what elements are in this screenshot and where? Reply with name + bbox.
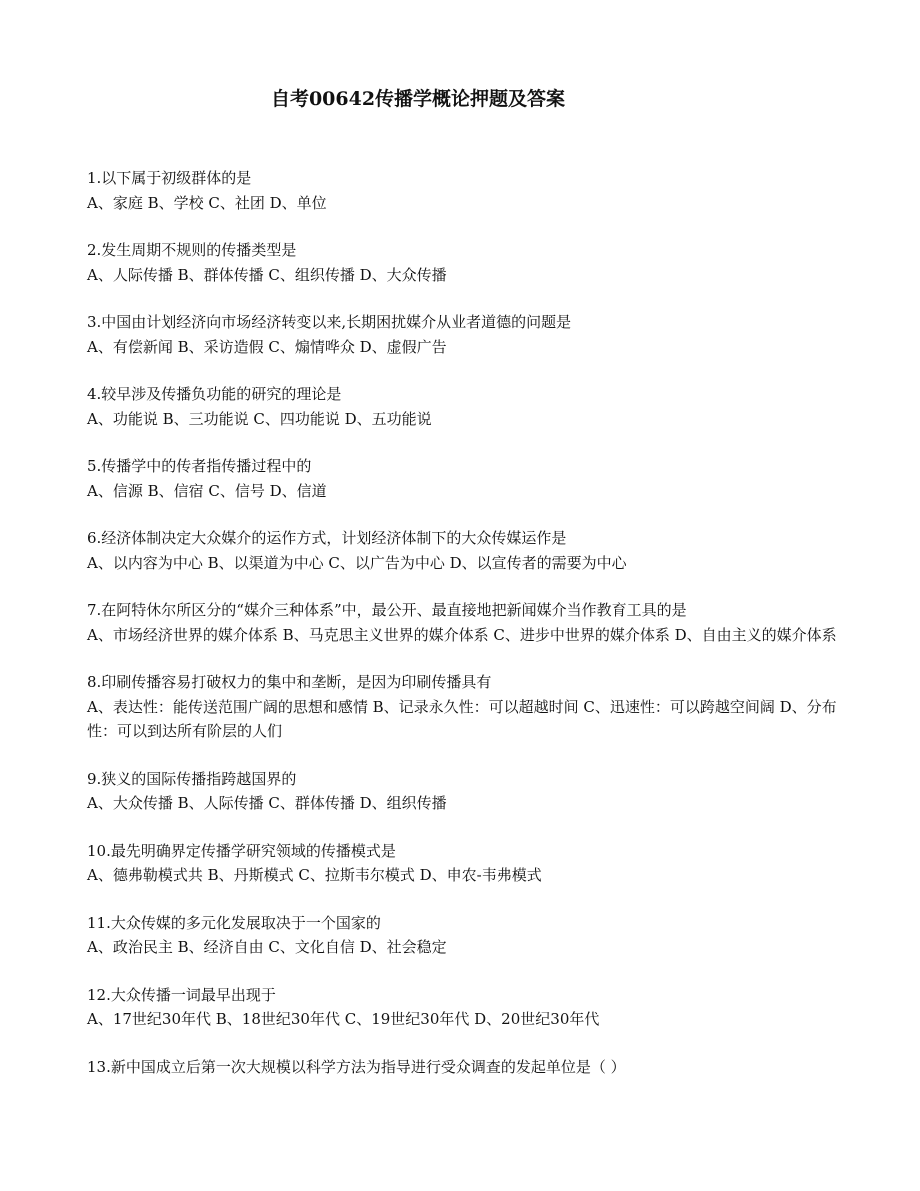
question-item bbox=[87, 382, 837, 431]
question-options: A、17世纪30年代 B、18世纪30年代 C、19世纪30年代 D、20世纪30年代 bbox=[87, 1010, 600, 1028]
question-options: A、市场经济世界的媒介体系 B、马克思主义世界的媒介体系 C、进步中世界的媒介体系 D、自由主义的媒介体系 bbox=[87, 625, 837, 644]
question-text: 2.发生周期不规则的传播类型是 bbox=[87, 241, 297, 259]
question-item bbox=[87, 526, 837, 575]
question-item bbox=[87, 166, 837, 215]
document-title: 自考00642传播学概论押题及答案 bbox=[270, 88, 566, 110]
question-options: A、德弗勒模式共 B、丹斯模式 C、拉斯韦尔模式 D、申农-韦弗模式 bbox=[87, 866, 542, 884]
question-item bbox=[87, 911, 837, 960]
question-text: 6.经济体制决定大众媒介的运作方式，计划经济体制下的大众传媒运作是 bbox=[87, 529, 567, 547]
question-text: 1.以下属于初级群体的是 bbox=[87, 169, 252, 187]
question-options: A、信源 B、信宿 C、信号 D、信道 bbox=[87, 481, 327, 500]
question-text: 8.印刷传播容易打破权力的集中和垄断，是因为印刷传播具有 bbox=[87, 673, 492, 691]
question-item bbox=[87, 598, 837, 647]
question-text: 10.最先明确界定传播学研究领域的传播模式是 bbox=[87, 841, 396, 860]
question-text: 11.大众传媒的多元化发展取决于一个国家的 bbox=[87, 913, 381, 932]
question-item bbox=[87, 767, 837, 816]
question-item bbox=[87, 670, 837, 744]
question-options: A、以内容为中心 B、以渠道为中心 C、以广告为中心 D、以宣传者的需要为中心 bbox=[87, 553, 627, 572]
question-item bbox=[87, 454, 837, 503]
question-options: A、家庭 B、学校 C、社团 D、单位 bbox=[87, 193, 327, 212]
question-options: A、大众传播 B、人际传播 C、群体传播 D、组织传播 bbox=[87, 794, 447, 812]
question-options: A、人际传播 B、群体传播 C、组织传播 D、大众传播 bbox=[87, 265, 447, 284]
question-text: 13.新中国成立后第一次大规模以科学方法为指导进行受众调查的发起单位是（ ） bbox=[87, 1057, 626, 1076]
question-item bbox=[87, 1055, 837, 1080]
question-options: A、功能说 B、三功能说 C、四功能说 D、五功能说 bbox=[87, 409, 432, 428]
question-text: 4.较早涉及传播负功能的研究的理论是 bbox=[87, 385, 342, 403]
question-item bbox=[87, 238, 837, 287]
question-item bbox=[87, 310, 837, 359]
question-text: 12.大众传播一词最早出现于 bbox=[87, 985, 276, 1004]
question-options: A、表达性：能传送范围广阔的思想和感情 B、记录永久性：可以超越时间 C、迅速性：可以跨越空间阔 D、分布性：可以到达所有阶层的人们 bbox=[87, 697, 837, 740]
question-list bbox=[87, 166, 837, 1102]
question-text: 9.狭义的国际传播指跨越国界的 bbox=[87, 769, 297, 788]
question-options: A、政治民主 B、经济自由 C、文化自信 D、社会稳定 bbox=[87, 938, 447, 956]
question-text: 3.中国由计划经济向市场经济转变以来,长期困扰媒介从业者道德的问题是 bbox=[87, 313, 572, 331]
question-text: 7.在阿特休尔所区分的“媒介三种体系”中，最公开、最直接地把新闻媒介当作教育工具的是 bbox=[87, 601, 687, 619]
question-text: 5.传播学中的传者指传播过程中的 bbox=[87, 457, 312, 475]
question-options: A、有偿新闻 B、采访造假 C、煽情哗众 D、虚假广告 bbox=[87, 337, 447, 356]
question-item bbox=[87, 983, 837, 1032]
question-item bbox=[87, 839, 837, 888]
